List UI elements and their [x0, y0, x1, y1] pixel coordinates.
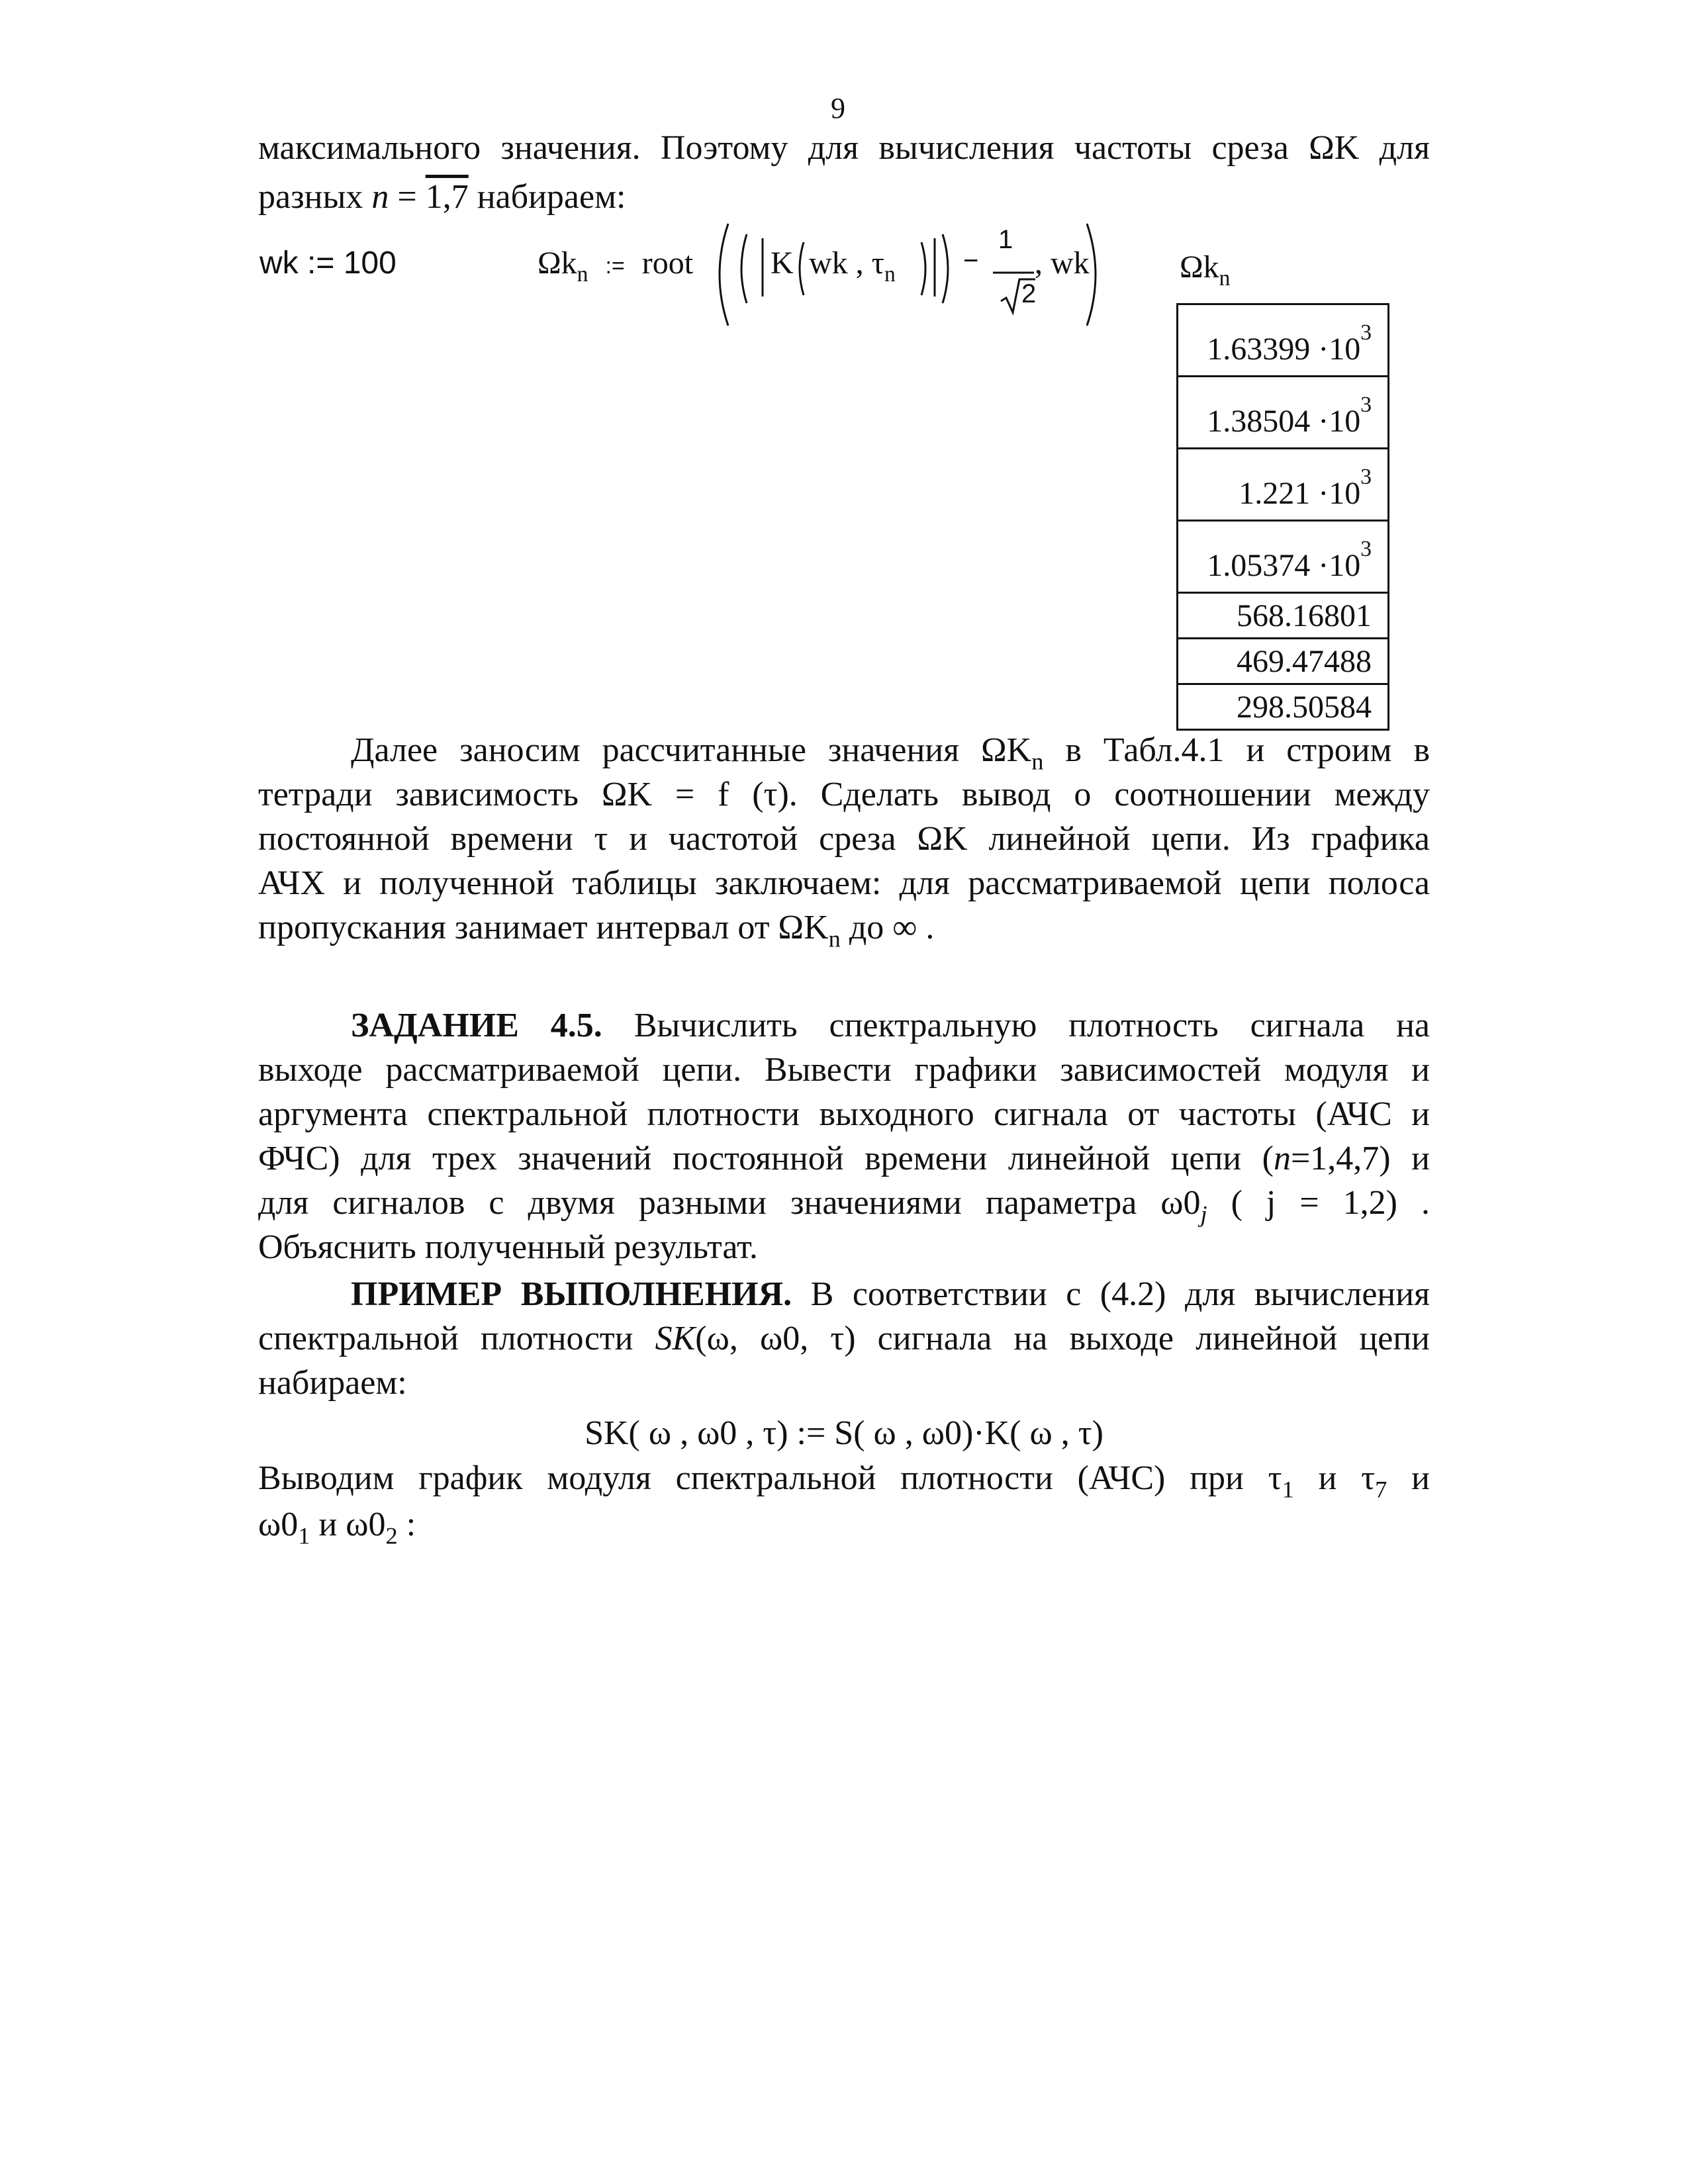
example-l4-sub1: 1 [1282, 1476, 1294, 1503]
result-table-header [1180, 249, 1231, 291]
para1-l5-sub: n [828, 925, 841, 952]
table-row [1178, 684, 1389, 730]
task-l4-b: =1,4,7) и [1290, 1140, 1430, 1177]
example-l5-b: и ω0 [310, 1506, 386, 1543]
omega-lhs: Ωk [538, 246, 577, 281]
example-title: ПРИМЕР ВЫПОЛНЕНИЯ. [351, 1275, 792, 1313]
para1-text: Далее заносим рассчитанные значения ΩK [351, 731, 1032, 769]
para1-l5-tail: до ∞ . [840, 909, 935, 946]
intro-range: 1,7 [425, 178, 469, 216]
example-line-1 [258, 1272, 1430, 1316]
example-l5-sub2: 2 [385, 1522, 398, 1549]
wk-assignment: wk := 100 [259, 246, 397, 281]
task-line-1 [258, 1003, 1430, 1048]
task-line-5 [258, 1181, 1430, 1228]
table-row [1178, 521, 1389, 593]
table-row [1178, 639, 1389, 684]
tau-sub: n [884, 261, 896, 287]
root-fn: root [641, 246, 694, 281]
example-l1: В соответствии с (4.2) для вычисления [792, 1275, 1430, 1313]
example-l4-a: Выводим график модуля спектральной плотности (АЧС) при τ [258, 1459, 1282, 1497]
example-line-2 [258, 1316, 1430, 1361]
task-l5-a: для сигналов с двумя разными значениями параметра ω0 [258, 1184, 1201, 1222]
example-l2-a: спектральной плотности [258, 1320, 655, 1357]
example-line-3: набираем: [258, 1364, 407, 1402]
task-line-3: аргумента спектральной плотности выходного сигнала от частоты (АЧС и [258, 1095, 1430, 1133]
table-cell [1178, 304, 1389, 377]
example-l5-a: ω0 [258, 1506, 299, 1543]
task-title: ЗАДАНИЕ 4.5. [351, 1007, 602, 1044]
cell-exp: 3 [1360, 464, 1372, 489]
intro-line-1: максимального значения. Поэтому для вычисления частоты среза ΩK для [258, 129, 1430, 167]
result-table [1176, 303, 1389, 731]
example-l5-sub1: 1 [298, 1522, 310, 1549]
para1-sub: n [1031, 748, 1044, 775]
omega-definition [538, 245, 694, 287]
intro-text: разных [258, 178, 372, 216]
para1-line-1 [258, 728, 1430, 775]
table-cell [1178, 521, 1389, 593]
example-line-5 [258, 1502, 1430, 1547]
task-line-4 [258, 1136, 1430, 1181]
header-sub: n [1219, 265, 1231, 291]
example-l4-sub2: 7 [1375, 1476, 1387, 1503]
K-arguments [809, 245, 896, 287]
task-line-6: Объяснить полученный результат. [258, 1228, 758, 1266]
K-args-text: wk , τ [809, 246, 884, 281]
table-row [1178, 377, 1389, 449]
sk-formula: SK( ω , ω0 , τ) := S( ω , ω0)·K( ω , τ) [585, 1414, 1103, 1452]
task-l5-b: ( j = 1,2) . [1207, 1184, 1430, 1222]
task-l1: Вычислить спектральную плотность сигнала на [602, 1007, 1430, 1044]
example-l4-c: и [1387, 1459, 1430, 1497]
table-row [1178, 304, 1389, 377]
table-cell [1178, 449, 1389, 521]
table-cell [1178, 377, 1389, 449]
arg-left-paren [800, 242, 804, 295]
table-cell: 568.16801 [1178, 593, 1389, 639]
cell-exp: 3 [1360, 536, 1372, 561]
example-l4-b: и τ [1293, 1459, 1376, 1497]
cell-exp: 3 [1360, 320, 1372, 345]
task-line-2: выходе рассматриваемой цепи. Вывести графики зависимостей модуля и [258, 1051, 1430, 1089]
example-l2-b: (ω, ω0, τ) сигнала на выходе линейной цепи [695, 1320, 1430, 1357]
table-row [1178, 593, 1389, 639]
page-number: 9 [831, 92, 845, 124]
example-l5-c: : [397, 1506, 416, 1543]
arg-right-paren [921, 242, 925, 295]
inner-left-paren [741, 234, 747, 303]
assign-op: := [605, 253, 625, 279]
example-l2-math: SK [655, 1320, 696, 1357]
intro-n: n [371, 178, 389, 216]
para1-line-4: АЧХ и полученной таблицы заключаем: для рассматриваемой цепи полоса [258, 864, 1430, 902]
cell-mantissa: 1.05374 ·10 [1207, 548, 1361, 583]
fraction-numerator: 1 [998, 225, 1013, 254]
minus-sign: − [963, 246, 979, 275]
intro-line-2 [258, 175, 1430, 219]
inner-right-paren [943, 234, 948, 303]
root-second-arg: , wk [1035, 246, 1090, 281]
table-cell: 298.50584 [1178, 684, 1389, 730]
task-l5-sub: j [1200, 1201, 1207, 1228]
para1-tail: в Табл.4.1 и строим в [1043, 731, 1430, 769]
cell-mantissa: 1.221 ·10 [1239, 476, 1361, 511]
para1-line-2: тетради зависимость ΩK = f (τ). Сделать вывод о соотношении между [258, 776, 1430, 813]
omega-lhs-sub: n [577, 261, 588, 287]
sqrt-radicand: 2 [1021, 279, 1037, 308]
abs-K-function: K [771, 246, 794, 281]
cell-exp: 3 [1360, 392, 1372, 417]
table-row [1178, 449, 1389, 521]
cell-mantissa: 1.38504 ·10 [1207, 404, 1361, 439]
table-cell: 469.47488 [1178, 639, 1389, 684]
cell-mantissa: 1.63399 ·10 [1207, 332, 1361, 367]
para1-line-3: постоянной времени τ и частотой среза ΩK линейной цепи. Из графика [258, 820, 1430, 858]
intro-eq: = [389, 178, 426, 216]
task-l4-a: ФЧС) для трех значений постоянной времени линейной цепи ( [258, 1140, 1274, 1177]
para1-line-5 [258, 905, 1430, 950]
left-paren [720, 224, 728, 326]
example-line-4 [258, 1456, 1430, 1503]
intro-text-b: набираем: [468, 178, 626, 216]
para1-l5-text: пропускания занимает интервал от ΩK [258, 909, 829, 946]
task-l4-n: n [1273, 1140, 1291, 1177]
header-text: Ωk [1180, 250, 1219, 285]
